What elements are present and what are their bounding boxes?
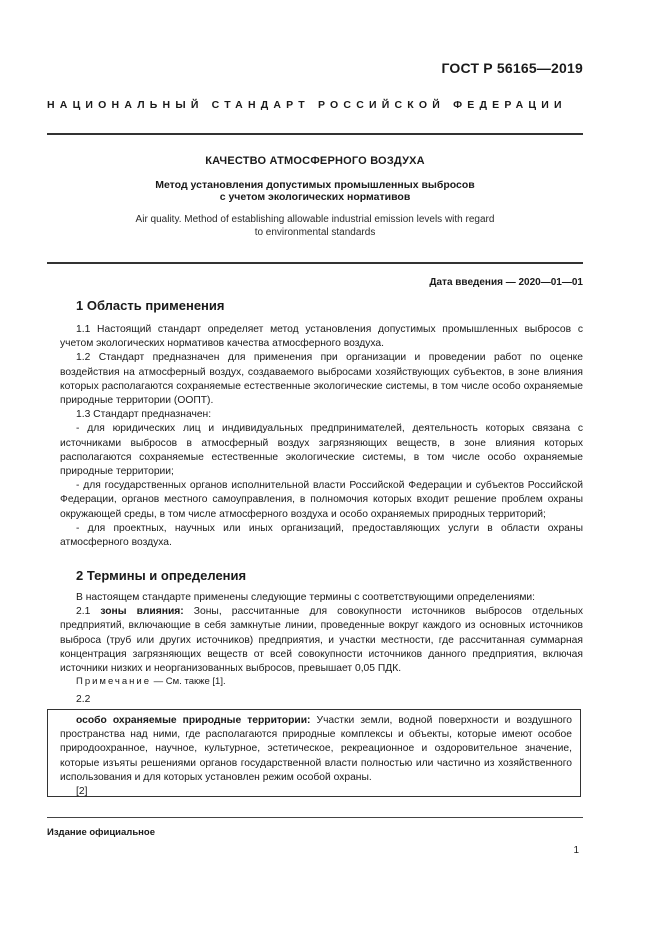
- standard-subtitle: [47, 179, 583, 203]
- paragraph-1-2: 1.2 Стандарт предназначен для применения при организации и проведении работ по оценке воздействия на атмосферный воздух, создаваемого выбросами хозяйствующих субъектов, в зоне влияния которых располагаются сохраняемые естественные экологические системы, в том числе особо охраняемые природные территории (ООПТ).: [60, 352, 583, 407]
- paragraph-1-3-item-1: - для юридических лиц и индивидуальных предпринимателей, деятельность которых связана с источниками выбросов в атмосферный воздух загрязняющих веществ, в зоне влияния которых располагаются сохраняемые естественные экологические системы, в том числе особо охраняемые природные территории;: [60, 423, 583, 478]
- page-number: 1: [573, 845, 579, 856]
- section-2-heading: 2 Термины и определения: [76, 568, 247, 583]
- english-title: [47, 213, 583, 239]
- subtitle-line-1: Метод установления допустимых промышленных выбросов: [155, 179, 475, 191]
- term-2-2-definition: Участки земли, водной поверхности и воздушного пространства над ними, где располагаются природные комплексы и объекты, которые имеют особое природоохранное, научное, культурное, эстетическое, рекреационное и оздоровительное значение, которые изъяты решениями органов государственной власти полностью или частично из хозяйственного использования и для которых установлен режим особой охраны.: [60, 715, 572, 783]
- paragraph-1-3: 1.3 Стандарт предназначен:: [76, 409, 212, 421]
- english-title-line-2: to environmental standards: [254, 227, 376, 238]
- header-rule: [47, 133, 583, 135]
- introduction-date: Дата введения — 2020—01—01: [429, 277, 583, 288]
- note-text: — См. также [1].: [151, 676, 226, 687]
- subtitle-line-2: с учетом экологических нормативов: [219, 191, 411, 203]
- term-2-1-definition: Зоны, рассчитанные для совокупности источников выбросов отдельных предприятий, включающие в себя замкнутые линии, проведенные вокруг каждого из основных источников выброса (труб или других источников) предприятия, и участки местности, где рассчитанная суммарная концентрация загрязняющих веществ от всей совокупности источников данного предприятия, включая источники низких и неорганизованных выбросов, превышает 0,05 ПДК.: [60, 606, 583, 675]
- term-2-1-note: [76, 676, 226, 687]
- term-2-2-number: 2.2: [76, 694, 91, 705]
- paragraph-2-intro: В настоящем стандарте применены следующие термины с соответствующими определениями:: [76, 592, 536, 603]
- note-label: Примечание: [76, 676, 151, 687]
- section-1-body: [60, 323, 583, 550]
- document-code: ГОСТ Р 56165—2019: [441, 60, 583, 76]
- term-2-2-box: [47, 709, 581, 797]
- term-2-1-number: 2.1: [76, 606, 101, 618]
- standard-title: КАЧЕСТВО АТМОСФЕРНОГО ВОЗДУХА: [205, 155, 425, 167]
- national-standard-banner: НАЦИОНАЛЬНЫЙ СТАНДАРТ РОССИЙСКОЙ ФЕДЕРАЦИИ: [47, 99, 567, 111]
- paragraph-1-3-item-3: - для проектных, научных или иных организаций, предоставляющих услуги в области охраны атмосферного воздуха.: [60, 522, 583, 549]
- paragraph-1-3-item-2: - для государственных органов исполнительной власти Российской Федерации и субъектов Российской Федерации, органов местного самоуправления, в полномочия которых входит решение проблем охраны окружающей среды, в том числе атмосферного воздуха и особо охраняемых природных территорий;: [60, 480, 583, 520]
- english-title-line-1: Air quality. Method of establishing allowable industrial emission levels with regard: [135, 214, 495, 225]
- paragraph-1-1: 1.1 Настоящий стандарт определяет метод установления допустимых промышленных выбросов с учетом экологических нормативов качества атмосферного воздуха.: [60, 324, 583, 350]
- term-2-1-name: зоны влияния:: [100, 606, 184, 618]
- term-2-1: [60, 605, 583, 676]
- title-rule: [47, 262, 583, 264]
- term-2-2-name: особо охраняемые природные территории:: [76, 715, 311, 726]
- section-1-heading: 1 Область применения: [76, 298, 225, 313]
- term-2-2: [60, 714, 572, 785]
- section-2-body: [60, 591, 583, 676]
- term-2-2-reference: [2]: [76, 786, 88, 798]
- footer-rule: [47, 817, 583, 818]
- term-2-2-content: [60, 714, 572, 799]
- official-publication-label: Издание официальное: [47, 827, 155, 838]
